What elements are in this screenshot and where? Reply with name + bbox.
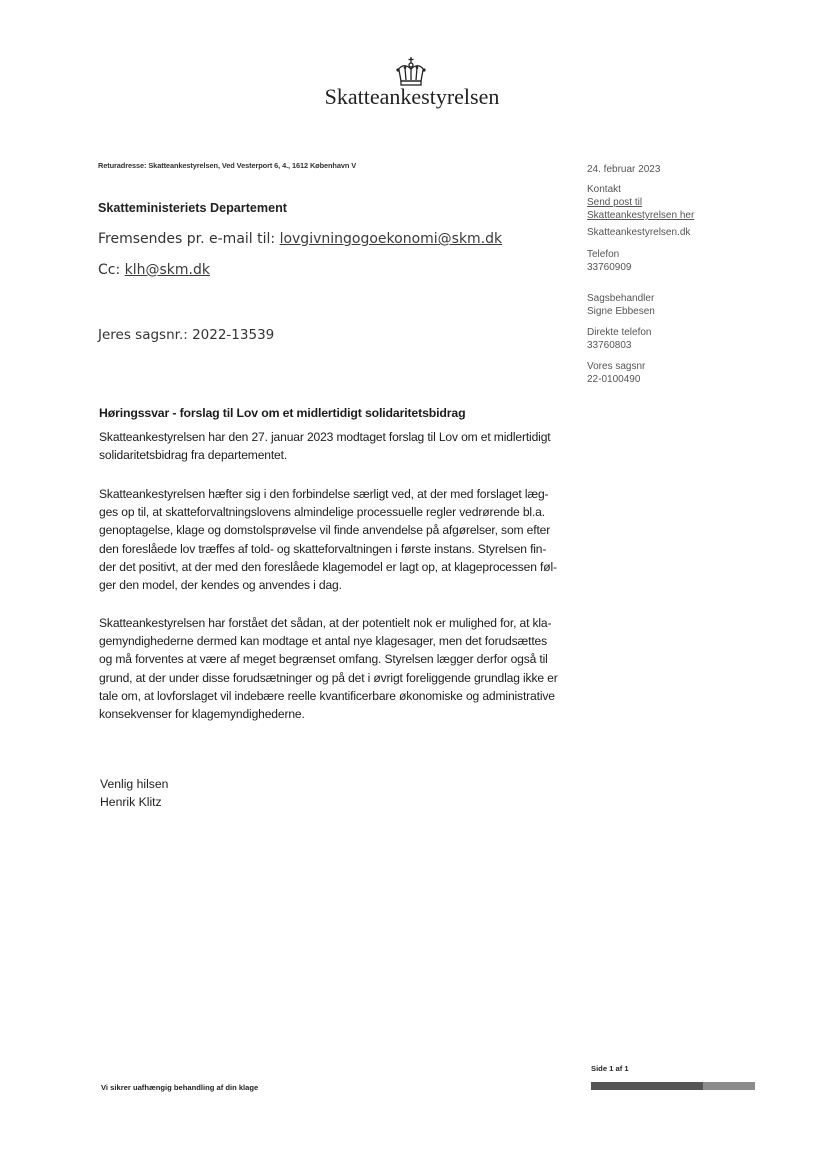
paragraph-line: ges op til, at skatteforvaltningslovens almindelige processuelle regler vedrørende bl.a. (99, 505, 545, 520)
paragraph-line: Skatteankestyrelsen hæfter sig i den forbindelse særligt ved, at der med forslaget læg- (99, 487, 549, 501)
letter-subject: Høringssvar - forslag til Lov om et midlertidigt solidaritetsbidrag (99, 406, 466, 420)
phone-label: Telefon (587, 249, 620, 260)
paragraph-line: genoptagelse, klage og domstolsprøvelse vil finde anvendelse på afgørelser, som efter (99, 523, 551, 538)
direct-phone-label: Direkte telefon (587, 327, 652, 338)
closing-greeting: Venlig hilsen (100, 777, 169, 791)
our-case-number: 22-0100490 (587, 374, 641, 385)
paragraph-line: konsekvenser for klagemyndighederne. (99, 707, 305, 722)
page-indicator: Side 1 af 1 (591, 1064, 629, 1073)
contact-label: Kontakt (587, 184, 621, 195)
phone-number: 33760909 (587, 262, 632, 273)
paragraph-line: der det positivt, at der med den foreslåede klagemodel er lagt op, at klageprocessen føl- (99, 559, 557, 574)
paragraph-line: Skatteankestyrelsen har forstået det sådan, at der potentielt nok er mulighed for, at kla- (99, 616, 552, 630)
send-line (98, 231, 502, 247)
footer-bar-accent (703, 1082, 755, 1090)
paragraph-line: gemyndighederne dermed kan modtage et antal nye klagesager, men det forudsættes (99, 634, 548, 649)
paragraph-line: tale om, at lovforslaget vil indebære reelle kvantificerbare økonomiske og administrative (99, 688, 555, 703)
paragraph-line: grund, at der under disse forudsætninger og på det i øvrigt foreliggende grundlag ikke er (99, 670, 558, 685)
paragraph-line: og må forventes at være af meget begrænset omfang. Styrelsen lægger derfor også til (99, 652, 548, 667)
recipient-name: Skatteministeriets Departement (98, 201, 287, 215)
footer-tagline: Vi sikrer uafhængig behandling af din klage (101, 1083, 259, 1092)
direct-phone-number: 33760803 (587, 340, 632, 351)
paragraph-line: solidaritetsbidrag fra departementet. (99, 448, 288, 463)
send-prefix: Fremsendes pr. e-mail til: (98, 231, 280, 247)
website: Skatteankestyrelsen.dk (587, 227, 691, 238)
paragraph-2 (99, 485, 581, 594)
send-email-link[interactable]: lovgivningogoekonomi@skm.dk (279, 231, 503, 247)
paragraph-1 (99, 428, 581, 464)
case-reference: Jeres sagsnr.: 2022-13539 (98, 327, 275, 343)
cc-prefix: Cc: (98, 262, 125, 278)
paragraph-line: ger den model, der kendes og anvendes i dag. (99, 578, 342, 593)
contact-link[interactable] (587, 196, 694, 222)
paragraph-3 (99, 614, 581, 723)
contact-link-line1[interactable]: Send post til (587, 197, 643, 208)
our-case-label: Vores sagsnr (587, 361, 646, 372)
handler-name: Signe Ebbesen (587, 306, 655, 317)
cc-line (98, 262, 210, 278)
contact-link-line2[interactable]: Skatteankestyrelsen her (587, 210, 695, 221)
closing-block (100, 775, 168, 811)
agency-name: Skatteankestyrelsen (324, 84, 500, 109)
cc-email-link[interactable]: klh@skm.dk (124, 262, 210, 278)
paragraph-line: Skatteankestyrelsen har den 27. januar 2023 modtaget forslag til Lov om et midlertidigt (99, 430, 551, 444)
return-address: Returadresse: Skatteankestyrelsen, Ved Vesterport 6, 4., 1612 København V (98, 161, 357, 170)
paragraph-line: den foreslåede lov træffes af told- og skatteforvaltningen i første instans. Styrelsen fin- (99, 541, 547, 556)
handler-label: Sagsbehandler (587, 293, 655, 304)
signature-name: Henrik Klitz (100, 795, 162, 809)
letter-date: 24. februar 2023 (587, 164, 661, 175)
